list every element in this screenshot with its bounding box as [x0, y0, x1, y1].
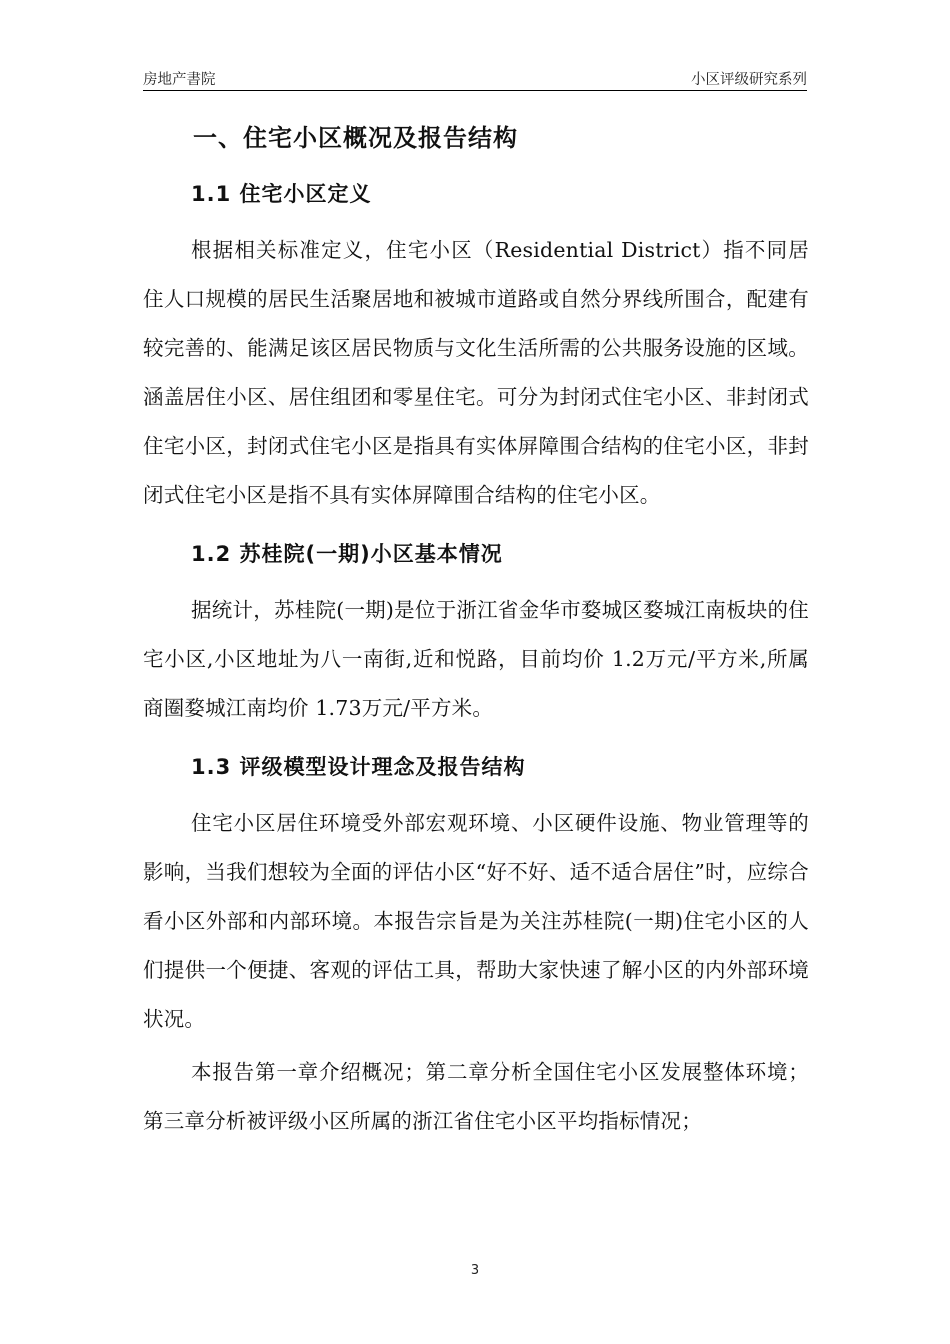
- section-1-1-paragraph: 根据相关标准定义，住宅小区（Residential District）指不同居住人口规模的居民生活聚居地和被城市道路或自然分界线所围合，配建有较完善的、能满足该区居民物质与文化生活所需的公共服务设施的区域。涵盖居住小区、居住组团和零星住宅。可分为封闭式住宅小区、非封闭式住宅小区，封闭式住宅小区是指具有实体屏障围合结构的住宅小区，非封闭式住宅小区是指不具有实体屏障围合结构的住宅小区。: [143, 238, 809, 507]
- header-series-title: 小区评级研究系列: [691, 72, 807, 88]
- page-content: [143, 112, 809, 1160]
- chapter-heading: 一、住宅小区概况及报告结构: [193, 124, 518, 152]
- section-1-3-paragraph-2: 本报告第一章介绍概况；第二章分析全国住宅小区发展整体环境；第三章分析被评级小区所属的浙江省住宅小区平均指标情况；: [143, 1060, 809, 1133]
- page-header: [143, 64, 807, 91]
- page-number: 3: [470, 1263, 480, 1278]
- section-1-3-paragraph-1: 住宅小区居住环境受外部宏观环境、小区硬件设施、物业管理等的影响，当我们想较为全面的评估小区“好不好、适不适合居住”时，应综合看小区外部和内部环境。本报告宗旨是为关注苏桂院(一期)住宅小区的人们提供一个便捷、客观的评估工具，帮助大家快速了解小区的内外部环境状况。: [143, 811, 809, 1031]
- section-heading-1-1: 1.1 住宅小区定义: [191, 182, 372, 206]
- section-heading-1-2: 1.2 苏桂院(一期)小区基本情况: [191, 542, 503, 566]
- section-heading-1-3: 1.3 评级模型设计理念及报告结构: [191, 755, 526, 779]
- section-1-2-paragraph: 据统计，苏桂院(一期)是位于浙江省金华市婺城区婺城江南板块的住宅小区,小区地址为八一南街,近和悦路，目前均价 1.2万元/平方米,所属商圈婺城江南均价 1.73万元/平方米。: [143, 598, 809, 720]
- header-publisher: 房地产書院: [143, 72, 216, 88]
